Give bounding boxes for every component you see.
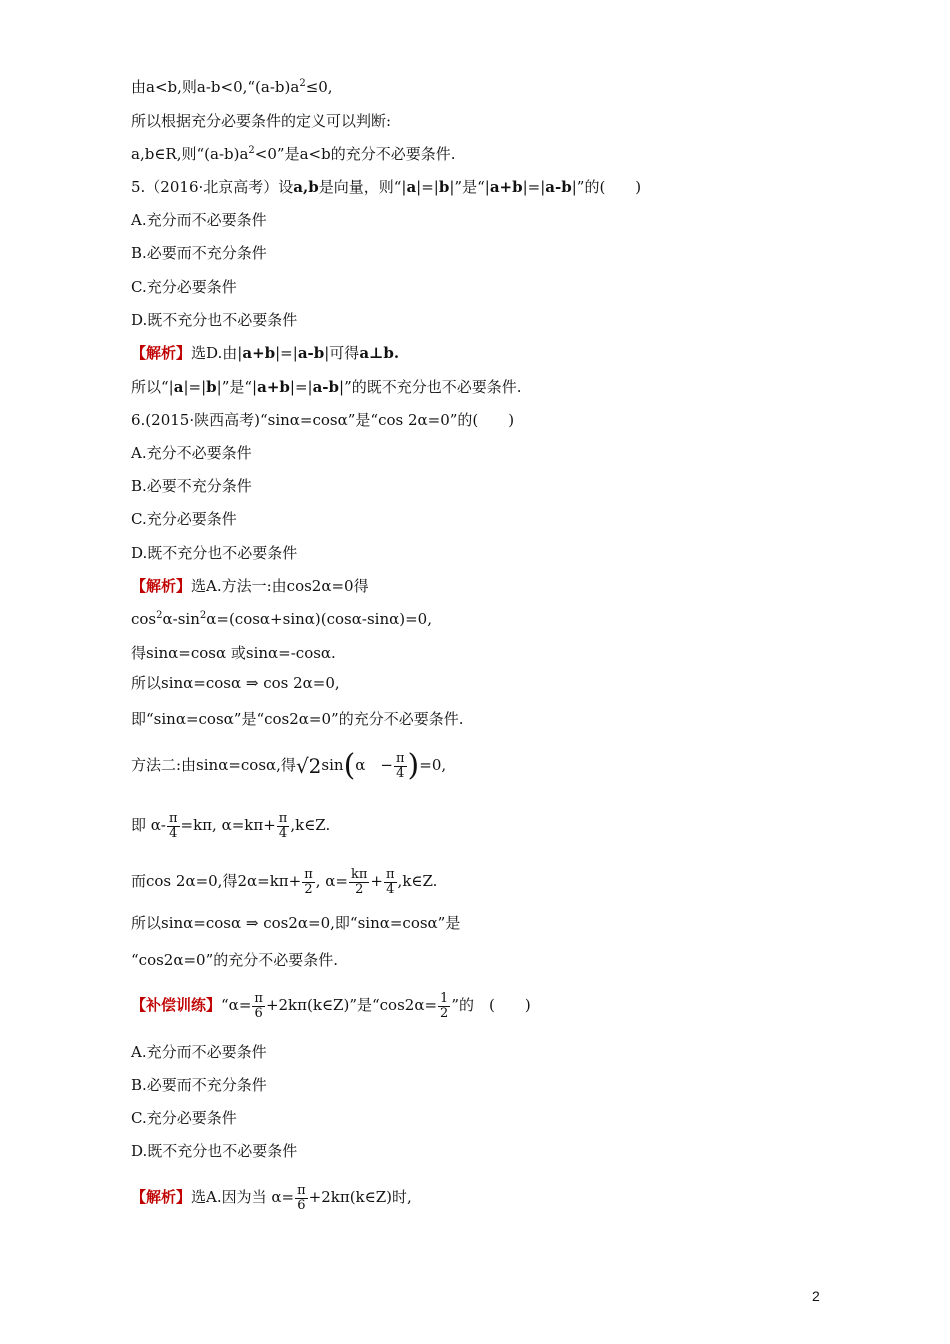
numerator: π — [386, 866, 395, 882]
line-2: 所以根据充分必要条件的定义可以判断: — [131, 112, 392, 130]
numerator: π — [168, 810, 178, 826]
q6-option-c: C.充分必要条件 — [131, 510, 237, 528]
denominator: 4 — [278, 825, 288, 841]
superscript: 2 — [248, 145, 255, 156]
text: ,k∈Z. — [290, 816, 331, 834]
text: sin — [321, 756, 344, 774]
fraction-kpi-over-2 — [349, 868, 369, 897]
text: |=| — [275, 344, 298, 362]
text: |可得 — [324, 344, 360, 362]
text: +2kπ(k∈Z)时, — [308, 1188, 412, 1206]
numerator: π — [304, 866, 313, 882]
text: =0, — [419, 756, 447, 774]
compensation-solution — [131, 1179, 412, 1215]
text: 选D.由| — [191, 344, 243, 362]
text: ≤0, — [305, 78, 333, 96]
fraction-pi-over-4 — [167, 812, 180, 841]
vector-text: a+b — [257, 378, 290, 396]
denominator: 2 — [355, 881, 364, 897]
compensation-tag: 【补偿训练】 — [131, 996, 222, 1014]
text: α-sin — [162, 610, 200, 628]
text: |=| — [522, 178, 546, 196]
solution-6-line-8 — [131, 864, 437, 898]
vector-text: a+b — [242, 344, 276, 362]
text: 5.（2016·北京高考）设 — [131, 178, 294, 196]
text: + — [370, 872, 383, 890]
q5-option-c: C.充分必要条件 — [131, 278, 237, 296]
fraction-pi-over-6 — [252, 992, 265, 1021]
text: 所以“| — [131, 378, 174, 396]
vector-text: a⊥b. — [359, 344, 400, 362]
solution-5-line-2 — [131, 377, 522, 397]
vector-text: a — [173, 378, 184, 396]
text: a,b∈R,则“(a-b)a — [131, 145, 249, 163]
text: 即 α- — [131, 816, 166, 834]
text: 是向量，则“| — [318, 178, 407, 196]
text: 选A.方法一:由cos2α=0得 — [191, 577, 369, 595]
q6-option-d: D.既不充分也不必要条件 — [131, 544, 298, 562]
vector-text: a — [406, 178, 417, 196]
numerator: π — [297, 1182, 306, 1198]
text: <0”是a<b的充分不必要条件. — [254, 145, 456, 163]
text: |=| — [289, 378, 313, 396]
text: cos — [131, 610, 157, 628]
text: =kπ, α=kπ+ — [180, 816, 276, 834]
fraction-1-over-2 — [438, 992, 450, 1021]
solution-tag: 【解析】 — [131, 1188, 192, 1206]
q5-option-b: B.必要而不充分条件 — [131, 244, 267, 262]
vector-text: a,b — [293, 178, 319, 196]
text: α=(cosα+sinα)(cosα-sinα)=0, — [206, 610, 432, 628]
superscript: 2 — [156, 610, 163, 621]
comp-option-c: C.充分必要条件 — [131, 1109, 237, 1127]
line-3 — [131, 144, 455, 164]
solution-6-line-5: 即“sinα=cosα”是“cos2α=0”的充分不必要条件. — [131, 710, 464, 728]
text: |=| — [416, 178, 439, 196]
q6-option-b: B.必要不充分条件 — [131, 477, 252, 495]
text: “α= — [221, 996, 252, 1014]
solution-6-line-7 — [131, 808, 330, 842]
comp-option-d: D.既不充分也不必要条件 — [131, 1142, 298, 1160]
compensation-question — [131, 988, 531, 1022]
vector-text: a-b — [297, 344, 325, 362]
solution-tag: 【解析】 — [131, 344, 192, 362]
text: 而cos 2α=0,得2α=kπ+ — [131, 872, 302, 890]
denominator: 4 — [386, 881, 395, 897]
text: α − — [355, 756, 393, 774]
denominator: 6 — [254, 1005, 263, 1021]
denominator: 4 — [169, 825, 178, 841]
comp-option-b: B.必要而不充分条件 — [131, 1076, 267, 1094]
solution-6-line-9: 所以sinα=cosα ⇒ cos2α=0,即“sinα=cosα”是 — [131, 914, 461, 932]
text: 方法二:由sinα=cosα,得 — [131, 756, 296, 774]
text: |”的( ) — [571, 178, 642, 196]
comp-option-a: A.充分而不必要条件 — [131, 1043, 267, 1061]
denominator: 2 — [440, 1005, 449, 1021]
question-5 — [131, 177, 641, 197]
text: |=| — [183, 378, 207, 396]
numerator: kπ — [351, 866, 368, 882]
numerator: 1 — [440, 990, 449, 1006]
left-paren: ( — [343, 748, 356, 783]
numerator: π — [395, 750, 405, 766]
solution-6-line-10: “cos2α=0”的充分不必要条件. — [131, 951, 339, 969]
denominator: 2 — [304, 881, 313, 897]
denominator: 4 — [396, 765, 405, 781]
text: , α= — [315, 872, 348, 890]
right-paren: ) — [407, 748, 420, 783]
fraction-pi-over-4 — [394, 752, 407, 781]
text: ”的 ( ) — [451, 996, 531, 1014]
solution-6-line-2 — [131, 609, 432, 629]
solution-6-line-3: 得sinα=cosα 或sinα=-cosα. — [131, 644, 336, 662]
text: 由a<b,则a-b<0,“(a-b)a — [131, 78, 300, 96]
vector-text: a-b — [545, 178, 572, 196]
q5-option-a: A.充分而不必要条件 — [131, 211, 267, 229]
fraction-pi-over-2 — [302, 868, 315, 897]
vector-text: b — [206, 378, 217, 396]
solution-6-line-1 — [131, 576, 369, 596]
text: |”是“| — [449, 178, 490, 196]
superscript: 2 — [299, 78, 306, 89]
solution-5-line-1 — [131, 343, 399, 363]
fraction-pi-over-4 — [277, 812, 290, 841]
solution-tag: 【解析】 — [131, 577, 192, 595]
line-1 — [131, 77, 333, 97]
sqrt-two: √2 — [295, 754, 322, 778]
q6-option-a: A.充分不必要条件 — [131, 444, 252, 462]
page-number: 2 — [812, 1288, 820, 1304]
numerator: π — [278, 810, 288, 826]
question-6: 6.(2015·陕西高考)“sinα=cosα”是“cos 2α=0”的( ) — [131, 411, 515, 429]
text: 选A.因为当 α= — [191, 1188, 295, 1206]
text: |”是“| — [216, 378, 258, 396]
text: ,k∈Z. — [397, 872, 438, 890]
vector-text: a-b — [312, 378, 340, 396]
vector-text: a+b — [489, 178, 523, 196]
superscript: 2 — [199, 610, 207, 621]
vector-text: b — [438, 178, 450, 196]
solution-6-line-6 — [131, 747, 446, 784]
fraction-pi-over-4 — [384, 868, 397, 897]
text: |”的既不充分也不必要条件. — [339, 378, 522, 396]
numerator: π — [254, 990, 263, 1006]
fraction-pi-over-6 — [295, 1184, 308, 1213]
denominator: 6 — [297, 1197, 306, 1213]
text: +2kπ(k∈Z)”是“cos2α= — [265, 996, 438, 1014]
q5-option-d: D.既不充分也不必要条件 — [131, 311, 298, 329]
solution-6-line-4: 所以sinα=cosα ⇒ cos 2α=0, — [131, 674, 340, 692]
